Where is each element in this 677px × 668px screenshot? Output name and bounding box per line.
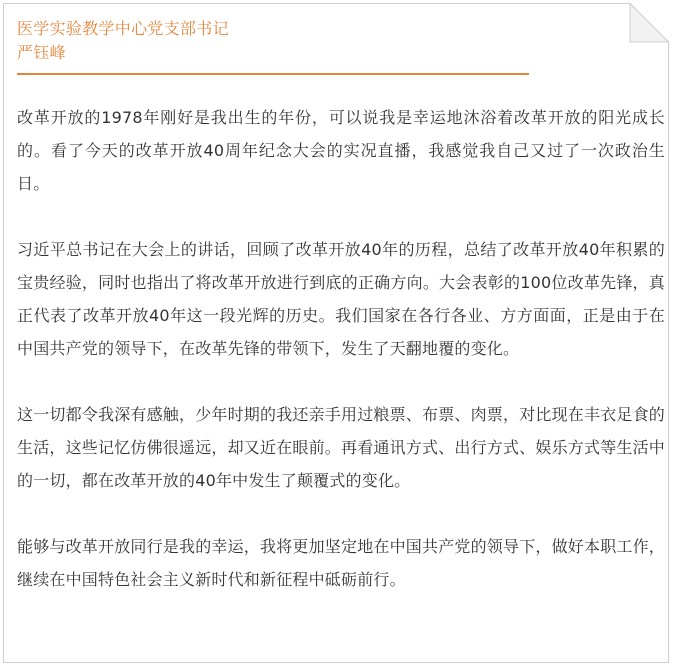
paragraph-2: 习近平总书记在大会上的讲话，回顾了改革开放40年的历程，总结了改革开放40年积累的宝贵经验，同时也指出了将改革开放进行到底的正确方向。大会表彰的100位改革先锋，真正代表了改革开放40年这一段光辉的历史。我们国家在各行各业、方方面面，正是由于在中国共产党的领导下，在改革先锋的带领下，发生了天翻地覆的变化。 [17, 240, 665, 358]
paragraph-1: 改革开放的1978年刚好是我出生的年份，可以说我是幸运地沐浴着改革开放的阳光成长的。看了今天的改革开放40周年纪念大会的实况直播，我感觉我自己又过了一次政治生日。 [17, 108, 665, 193]
article-body [17, 101, 665, 596]
header-divider [17, 73, 529, 75]
author-name: 严钰峰 [17, 43, 66, 62]
paragraph-3: 这一切都令我深有感触，少年时期的我还亲手用过粮票、布票、肉票，对比现在丰衣足食的生活，这些记忆仿佛很遥远，却又近在眼前。再看通讯方式、出行方式、娱乐方式等生活中的一切，都在改革开放的40年中发生了颠覆式的变化。 [17, 405, 666, 490]
article-header [17, 17, 537, 75]
paragraph-4: 能够与改革开放同行是我的幸运，我将更加坚定地在中国共产党的领导下，做好本职工作，继续在中国特色社会主义新时代和新征程中砥砺前行。 [17, 537, 666, 589]
author-title: 医学实验教学中心党支部书记 [17, 19, 229, 38]
folded-corner [630, 4, 669, 43]
article-card [3, 3, 669, 663]
